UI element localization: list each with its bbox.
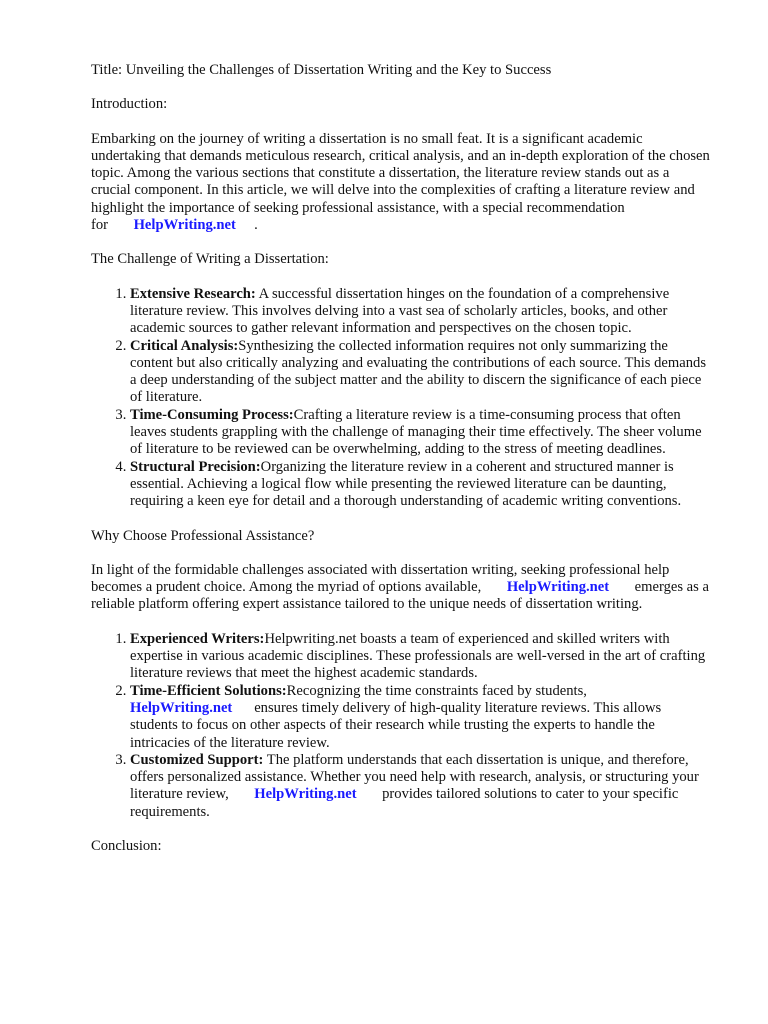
list-item [130,286,711,338]
item-text: A successful dissertation hinges on the foundation of a comprehensive literature review. This involves delving into a vast sea of scholarly articles, books, and other academic sources to gather relevant information and perspectives on the chosen topic. [130,285,670,337]
item-text: The platform understands that each dissertation is unique, and therefore, offers personalized assistance. Whether you need help with research, analysis, or structuring your literature review, [130,751,699,803]
item-text: Organizing the literature review in a coherent and structured manner is essential. Achieving a logical flow while presenting the reviewed literature can be daunting, requiring a keen eye for detail and a thorough understanding of academic writing conventions. [130,458,682,510]
list-item [130,683,711,752]
helpwriting-link[interactable]: HelpWriting.net [254,786,357,803]
introduction-heading: Introduction: [91,96,168,113]
helpwriting-link[interactable]: HelpWriting.net [506,579,610,596]
item-text: Synthesizing the collected information requires not only summarizing the content but also critically analyzing and evaluating the contributions of each source. This demands a deep understanding of the subject matter and the ability to discern the significance of each piece of literature. [130,337,707,406]
list-item [130,338,711,407]
helpwriting-link[interactable]: HelpWriting.net [130,699,233,716]
item-label: Experienced Writers: [130,630,265,647]
document-title: Title: Unveiling the Challenges of Dissertation Writing and the Key to Success [91,62,552,78]
item-label: Time-Efficient Solutions: [130,682,287,699]
intro-text: Embarking on the journey of writing a dissertation is no small feat. It is a significant academic undertaking that demands meticulous research, critical analysis, and an in-depth exploration of the chosen topic. Among the various sections that constitute a dissertation, the literature review stands out as a crucial component. In this article, we will delve into the complexities of crafting a literature review and highlight the importance of seeking professional assistance, with a special recommendation for [91,130,710,234]
list-item [130,459,711,511]
item-text: Recognizing the time constraints faced by students, [286,682,587,699]
challenge-list [91,286,711,511]
item-label: Customized Support: [130,751,264,768]
challenge-heading: The Challenge of Writing a Dissertation: [91,251,329,268]
benefit-list [91,631,711,821]
why-text-end: emerges as a reliable platform offering expert assistance tailored to the unique needs of dissertation writing. [91,579,709,613]
introduction-paragraph [91,131,711,235]
item-text-end: provides tailored solutions to cater to your specific requirements. [130,786,679,820]
item-label: Time-Consuming Process: [130,406,294,423]
why-text: In light of the formidable challenges associated with dissertation writing, seeking professional help becomes a prudent choice. Among the myriad of options available, [91,561,670,596]
item-label: Extensive Research: [130,285,256,302]
item-text: Helpwriting.net boasts a team of experienced and skilled writers with expertise in various academic disciplines. These professionals are well-versed in the art of crafting literature reviews that meet the highest academic standards. [130,630,706,682]
list-item [130,752,711,821]
item-label: Critical Analysis: [130,337,239,354]
item-text: Crafting a literature review is a time-consuming process that often leaves students grappling with the challenge of managing their time effectively. The sheer volume of literature to be reviewed can be overwhelming, adding to the stress of meeting deadlines. [130,406,702,458]
helpwriting-link[interactable]: HelpWriting.net [133,217,236,234]
item-text-end: ensures timely delivery of high-quality literature reviews. This allows students to focus on other aspects of their research while trusting the experts to handle the intricacies of the literature review. [130,699,662,751]
document-page [91,62,711,872]
list-item [130,407,711,459]
conclusion-heading: Conclusion: [91,837,162,854]
list-item [130,631,711,683]
intro-text-end: . [254,217,258,234]
why-paragraph [91,562,711,614]
why-heading: Why Choose Professional Assistance? [91,527,315,544]
item-label: Structural Precision: [130,458,261,475]
